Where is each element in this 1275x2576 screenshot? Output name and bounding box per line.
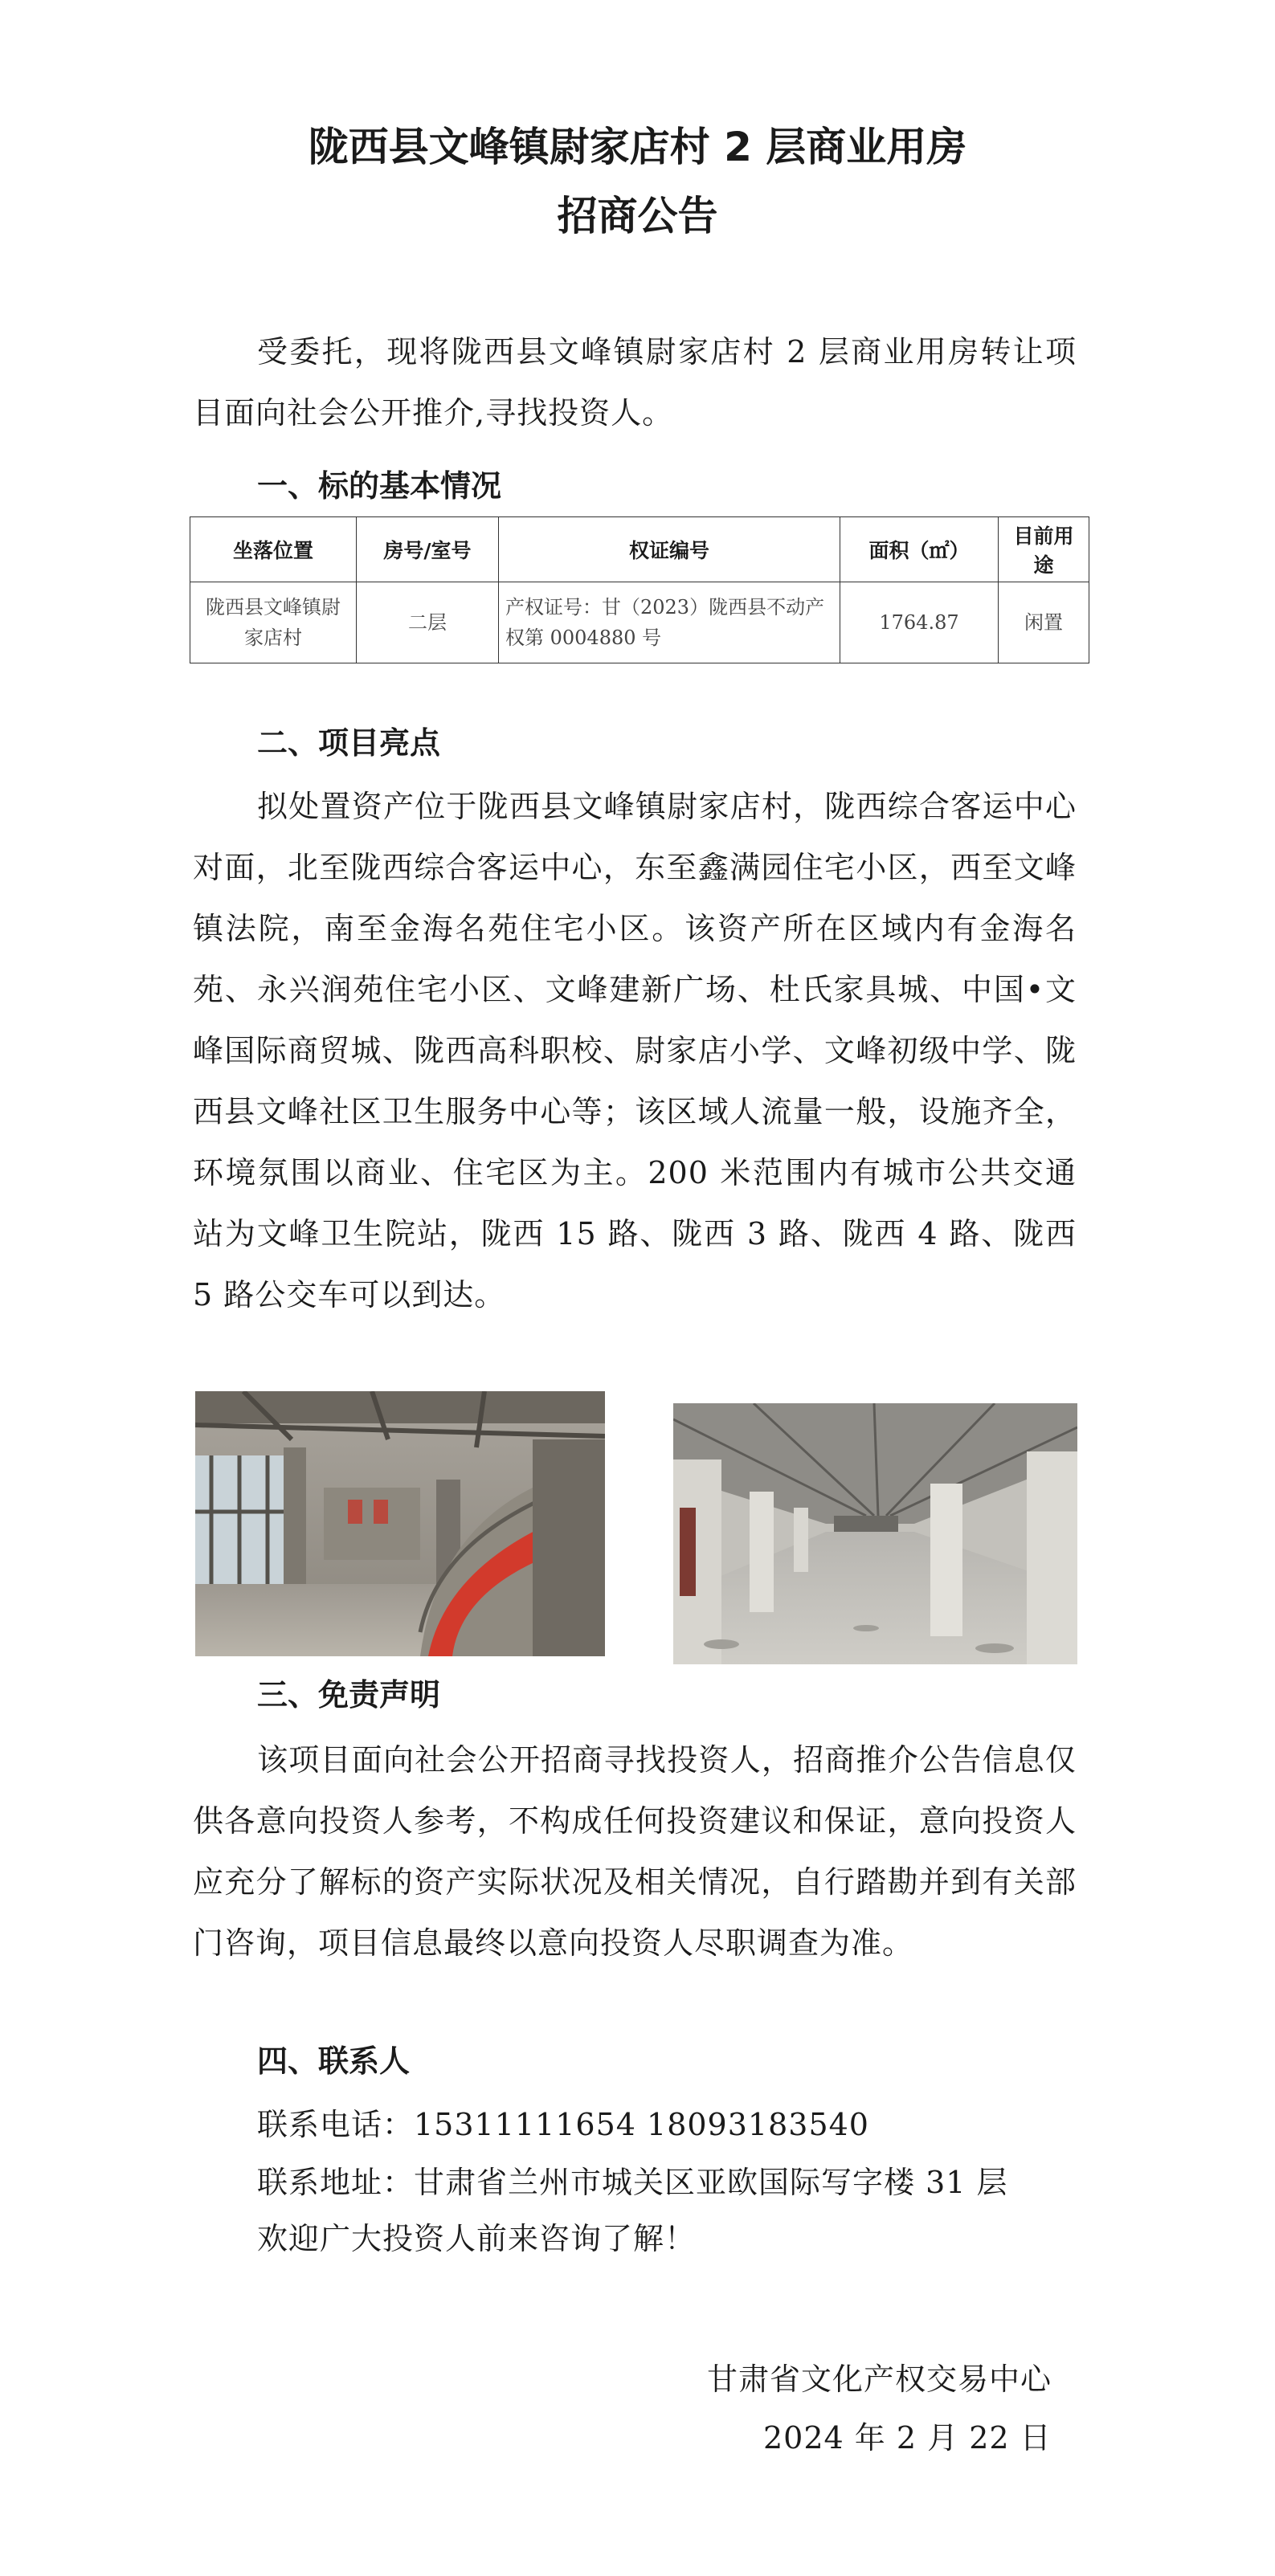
title-line-2: 招商公告: [557, 193, 718, 239]
table-header-row: [190, 517, 1089, 582]
certificate-cell: 产权证号：甘（2023）陇西县不动产权第 0004880 号: [499, 582, 840, 663]
table-header-cell: 坐落位置: [190, 517, 357, 582]
interior-photo-right: [673, 1403, 1077, 1664]
area-cell: 1764.87: [840, 582, 999, 663]
room-cell: 二层: [357, 582, 499, 663]
contact-address: 联系地址：甘肃省兰州市城关区亚欧国际写字楼 31 层: [257, 2165, 1008, 2200]
table-row: [190, 582, 1089, 663]
section-2-body: 拟处置资产位于陇西县文峰镇尉家店村，陇西综合客运中心对面，北至陇西综合客运中心，东至鑫满园住宅小区，西至文峰镇法院，南至金海名苑住宅小区。该资产所在区域内有金海名苑、永兴润苑住宅小区、文峰建新广场、杜氏家具城、中国•文峰国际商贸城、陇西高科职校、尉家店小学、文峰初级中学、陇西县文峰社区卫生服务中心等；该区域人流量一般，设施齐全，环境氛围以商业、住宅区为主。200 米范围内有城市公共交通站为文峰卫生院站，陇西 15 路、陇西 3 路、陇西 4 路、陇西 5 路公交车可以到达。: [193, 789, 1077, 1312]
title-line-1: 陇西县文峰镇尉家店村 2 层商业用房: [308, 124, 967, 170]
section-3-heading: 三、免责声明: [257, 1677, 441, 1713]
table-header-cell: 目前用途: [999, 517, 1089, 582]
location-cell: 陇西县文峰镇尉家店村: [190, 582, 357, 663]
interior-photo-left: [195, 1391, 605, 1656]
intro-paragraph: 受委托，现将陇西县文峰镇尉家店村 2 层商业用房转让项目面向社会公开推介,寻找投资人。: [193, 334, 1077, 431]
table-header-cell: 权证编号: [499, 517, 840, 582]
section-1-heading: 一、标的基本情况: [257, 468, 502, 504]
welcome-text: 欢迎广大投资人前来咨询了解！: [257, 2221, 697, 2256]
section-2-heading: 二、项目亮点: [257, 725, 441, 761]
table-header-cell: 面积（㎡）: [840, 517, 999, 582]
section-4-heading: 四、联系人: [257, 2043, 411, 2079]
issuer-name: 甘肃省文化产权交易中心: [707, 2362, 1052, 2397]
usage-cell: 闲置: [999, 582, 1089, 663]
table-header-cell: 房号/室号: [357, 517, 499, 582]
issue-date: 2024 年 2 月 22 日: [763, 2420, 1052, 2456]
announcement-title: [0, 112, 1275, 251]
property-info-table: [190, 516, 1089, 663]
contact-phone: 联系电话：15311111654 18093183540: [257, 2107, 869, 2142]
section-3-body: 该项目面向社会公开招商寻找投资人，招商推介公告信息仅供各意向投资人参考，不构成任何投资建议和保证，意向投资人应充分了解标的资产实际状况及相关情况，自行踏勘并到有关部门咨询，项目信息最终以意向投资人尽职调查为准。: [193, 1742, 1077, 1961]
